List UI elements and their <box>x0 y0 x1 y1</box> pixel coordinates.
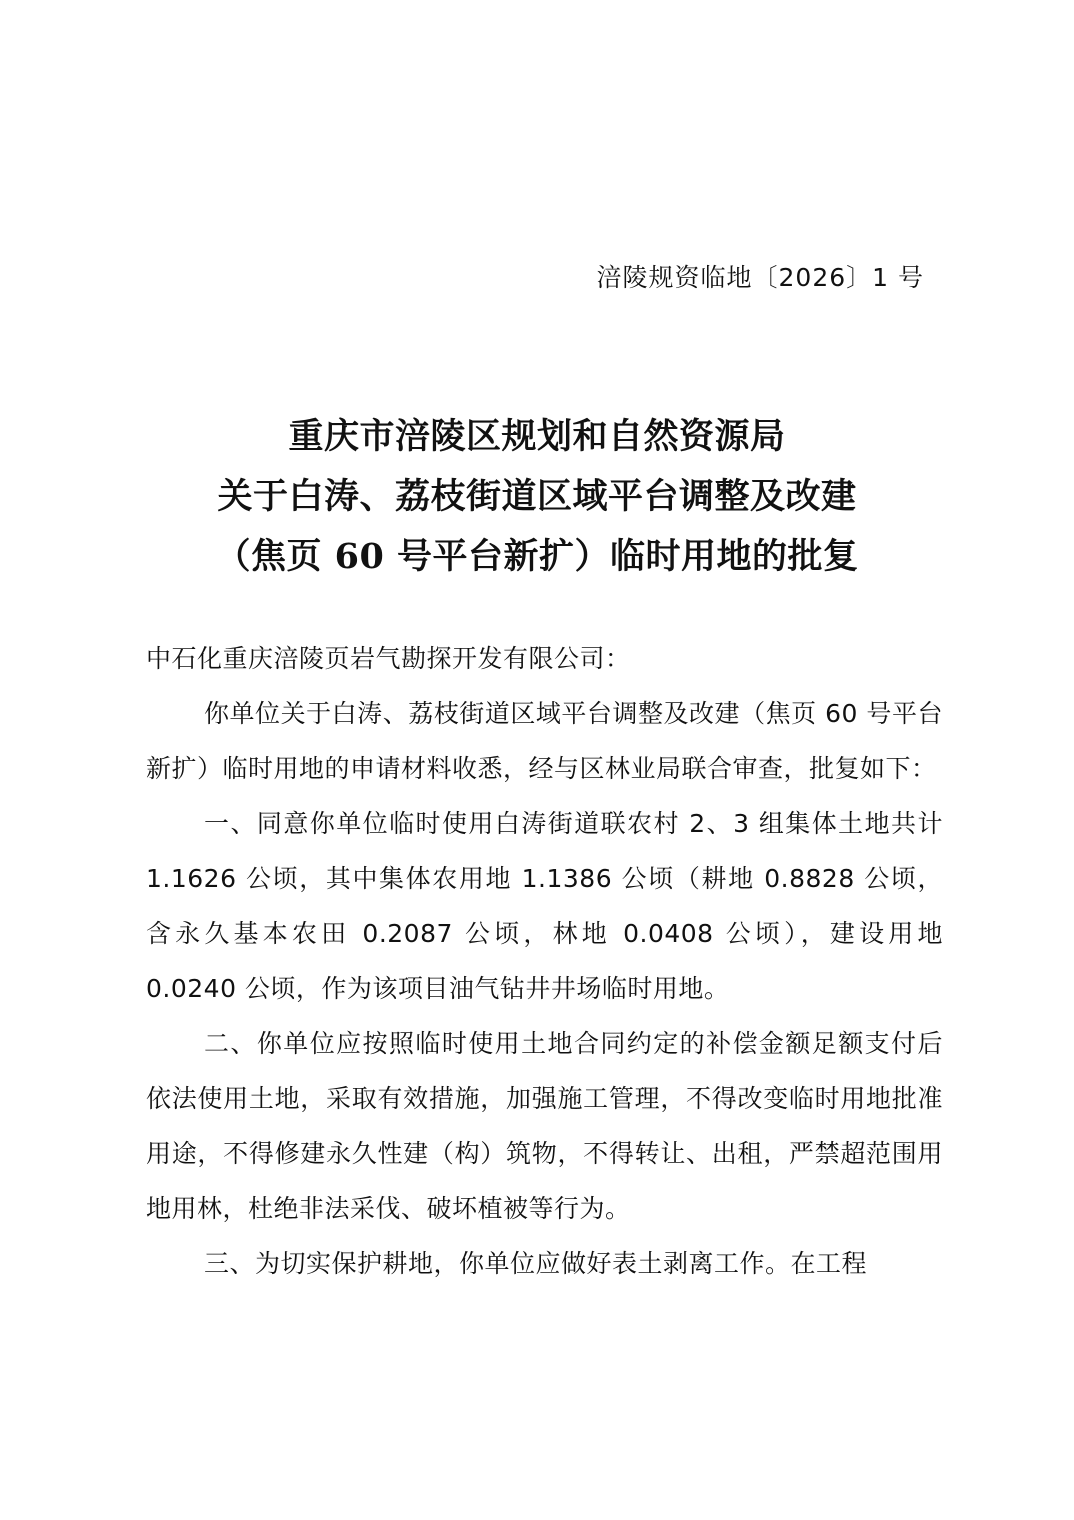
paragraph-intro: 你单位关于白涛、荔枝街道区域平台调整及改建（焦页 60 号平台新扩）临时用地的申请材料收悉，经与区林业局联合审查，批复如下： <box>146 699 943 783</box>
paragraph-item-1: 一、同意你单位临时使用白涛街道联农村 2、3 组集体土地共计 1.1626 公顷，其中集体农用地 1.1386 公顷（耕地 0.8828 公顷，含永久基本农田 0.2087 公顷，林地 0.0408 公顷），建设用地 0.0240 公顷，作为该项目油气钻井井场临时用地。 <box>146 809 943 1003</box>
paragraph-item-2: 二、你单位应按照临时使用土地合同约定的补偿金额足额支付后依法使用土地，采取有效措施，加强施工管理，不得改变临时用地批准用途，不得修建永久性建（构）筑物，不得转让、出租，严禁超范围用地用林，杜绝非法采伐、破坏植被等行为。 <box>146 1029 943 1223</box>
title-line-1: 重庆市涪陵区规划和自然资源局 <box>288 416 786 457</box>
title-line-3: （焦页 60 号平台新扩）临时用地的批复 <box>215 536 859 577</box>
addressee: 中石化重庆涪陵页岩气勘探开发有限公司： <box>146 644 631 673</box>
document-title <box>0 407 1074 587</box>
paragraph-item-3: 三、为切实保护耕地，你单位应做好表土剥离工作。在工程 <box>204 1249 868 1278</box>
document-body <box>146 631 943 1291</box>
title-line-2: 关于白涛、荔枝街道区域平台调整及改建 <box>217 476 857 517</box>
document-number: 涪陵规资临地〔2026〕1 号 <box>596 263 924 292</box>
